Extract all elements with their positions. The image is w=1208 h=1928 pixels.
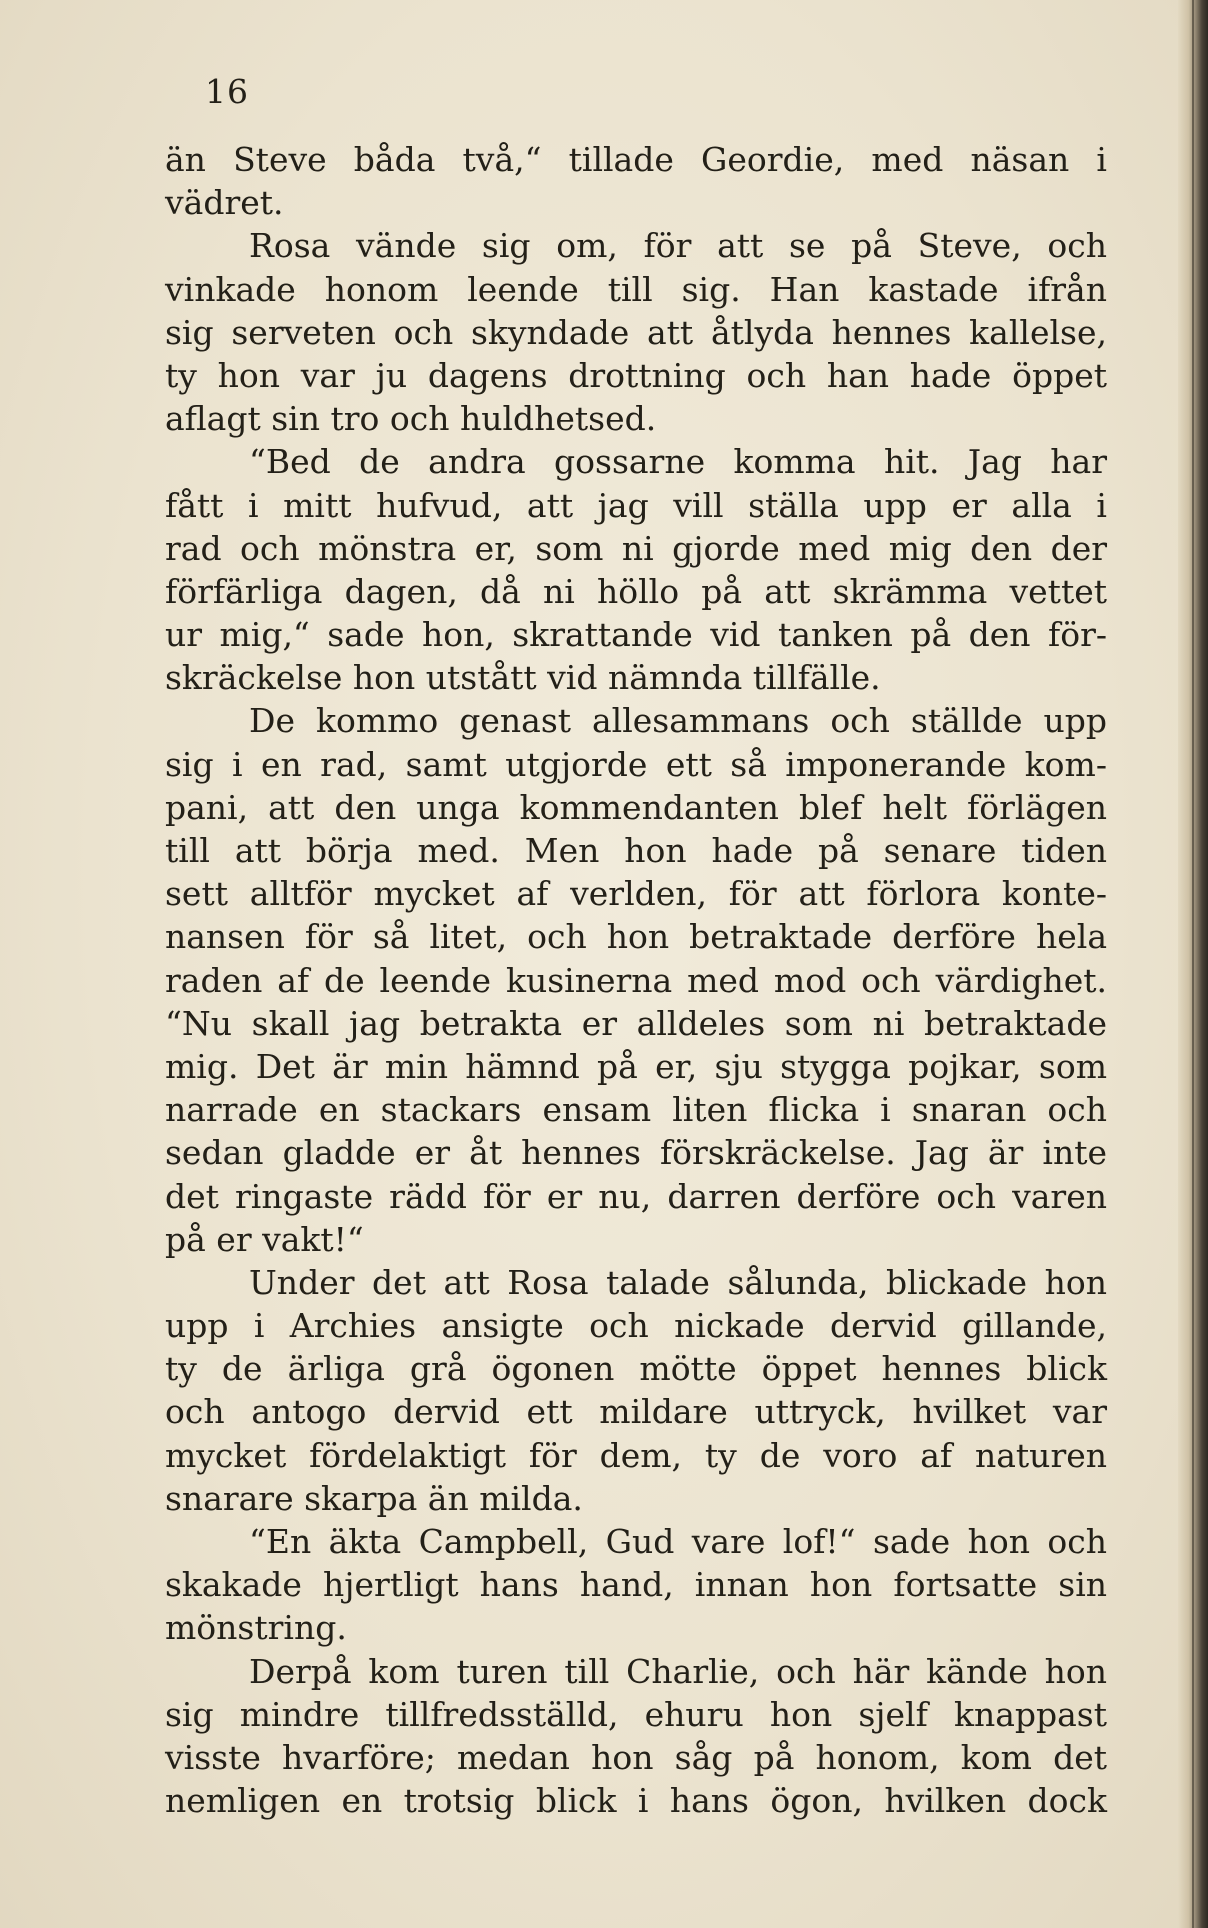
text-line: och antogo dervid ett mildare uttryck, hvilket var	[165, 1392, 1107, 1432]
text-line: nansen för så litet, och hon betraktade derföre hela	[165, 917, 1107, 957]
text-line: “Bed de andra gossarne komma hit. Jag har	[249, 442, 1107, 482]
text-line: Under det att Rosa talade sålunda, blickade hon	[249, 1262, 1107, 1302]
text-line: mycket fördelaktigt för dem, ty de voro af naturen	[165, 1435, 1107, 1475]
text-line: ur mig,“ sade hon, skrattande vid tanken på den för-	[165, 615, 1107, 655]
body-text	[165, 138, 1107, 1822]
text-line: vädret.	[165, 183, 284, 223]
text-line: fått i mitt hufvud, att jag vill ställa upp er alla i	[165, 485, 1107, 525]
text-line: sett alltför mycket af verlden, för att förlora konte-	[165, 874, 1107, 914]
text-line: Derpå kom turen till Charlie, och här kände hon	[249, 1651, 1107, 1691]
text-line: “Nu skall jag betrakta er alldeles som ni betraktade	[165, 1003, 1107, 1043]
text-line: raden af de leende kusinerna med mod och värdighet.	[165, 960, 1107, 1000]
text-line: upp i Archies ansigte och nickade dervid gillande,	[165, 1306, 1107, 1346]
text-line: till att börja med. Men hon hade på senare tiden	[165, 831, 1107, 870]
text-line: än Steve båda två,“ tillade Geordie, med näsan i	[165, 140, 1107, 179]
text-line: ty hon var ju dagens drottning och han hade öppet	[165, 355, 1107, 395]
text-line: Rosa vände sig om, för att se på Steve, och	[249, 226, 1107, 266]
page-number: 16	[205, 72, 249, 111]
text-line: det ringaste rädd för er nu, darren derföre och varen	[165, 1176, 1107, 1216]
text-line: sig i en rad, samt utgjorde ett så imponerande kom-	[165, 744, 1107, 784]
text-line: narrade en stackars ensam liten flicka i snaran och	[165, 1090, 1107, 1130]
text-line: nemligen en trotsig blick i hans ögon, hvilken dock	[165, 1781, 1107, 1821]
text-line: på er vakt!“	[165, 1219, 364, 1259]
text-line: aflagt sin tro och huldhetsed.	[165, 399, 657, 439]
text-line: skräckelse hon utstått vid nämnda tillfälle.	[165, 658, 881, 698]
page-spine-line	[1192, 0, 1194, 1928]
text-line: visste hvarföre; medan hon såg på honom, kom det	[165, 1737, 1107, 1777]
text-line: skakade hjertligt hans hand, innan hon fortsatte sin	[165, 1565, 1107, 1605]
text-line: pani, att den unga kommendanten blef helt förlägen	[165, 787, 1107, 827]
text-line: sedan gladde er åt hennes förskräckelse. Jag är inte	[165, 1133, 1107, 1173]
text-line: sig mindre tillfredsställd, ehuru hon sjelf knappast	[165, 1694, 1107, 1734]
text-line: De kommo genast allesammans och ställde upp	[249, 701, 1107, 741]
text-line: snarare skarpa än milda.	[165, 1478, 583, 1518]
text-line: ty de ärliga grå ögonen mötte öppet hennes blick	[165, 1349, 1107, 1389]
text-line: vinkade honom leende till sig. Han kastade ifrån	[165, 269, 1107, 309]
text-line: rad och mönstra er, som ni gjorde med mig den der	[165, 528, 1107, 568]
text-line: mönstring.	[165, 1608, 347, 1648]
text-line: mig. Det är min hämnd på er, sju stygga pojkar, som	[165, 1046, 1107, 1086]
text-line: förfärliga dagen, då ni höllo på att skrämma vettet	[165, 571, 1107, 611]
text-line: “En äkta Campbell, Gud vare lof!“ sade hon och	[249, 1522, 1107, 1561]
text-line: sig serveten och skyndade att åtlyda hennes kallelse,	[165, 312, 1107, 352]
